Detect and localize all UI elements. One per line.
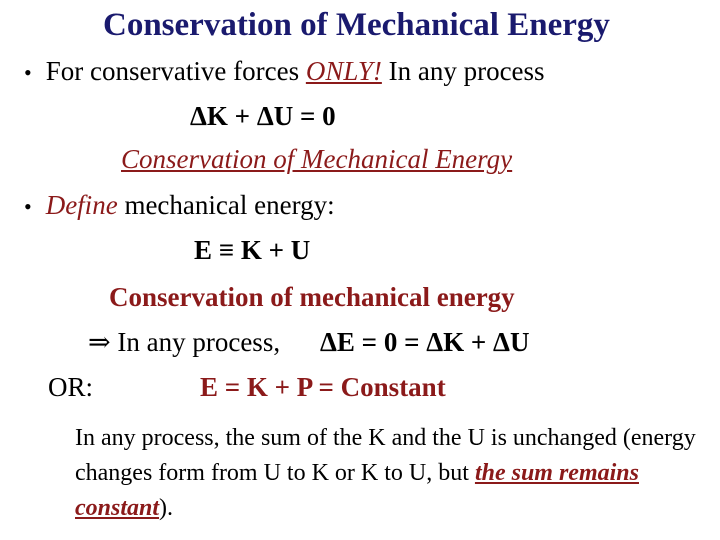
bullet-icon: •	[24, 194, 32, 219]
implies-icon: ⇒	[88, 327, 111, 357]
equation-energy-definition: E ≡ K + U	[194, 235, 311, 265]
equation-delta-e: ΔE = 0 = ΔK + ΔU	[320, 327, 530, 357]
sum-constant-emphasis: the sum remains constant	[75, 460, 639, 521]
subtitle-conservation-bold: Conservation of mechanical energy	[109, 282, 515, 312]
or-label: OR:	[48, 372, 94, 402]
summary-paragraph: In any process, the sum of the K and the U is unchanged (energy changes form from U to K or K to U, but the sum remains constant).	[75, 425, 696, 521]
define-word: Define	[45, 190, 118, 220]
any-process-line: ⇒ In any process,	[88, 327, 281, 357]
conservative-forces-line: • For conservative forces ONLY! In any process	[24, 56, 545, 86]
subtitle-conservation-italic: Conservation of Mechanical Energy	[121, 144, 513, 174]
bullet-icon: •	[24, 60, 32, 85]
slide-title: Conservation of Mechanical Energy	[103, 7, 610, 43]
define-line: • Define mechanical energy:	[24, 190, 335, 220]
only-emphasis: ONLY!	[305, 56, 382, 86]
equation-delta-k-delta-u: ΔK + ΔU = 0	[190, 101, 336, 131]
equation-constant: E = K + P = Constant	[200, 372, 446, 402]
